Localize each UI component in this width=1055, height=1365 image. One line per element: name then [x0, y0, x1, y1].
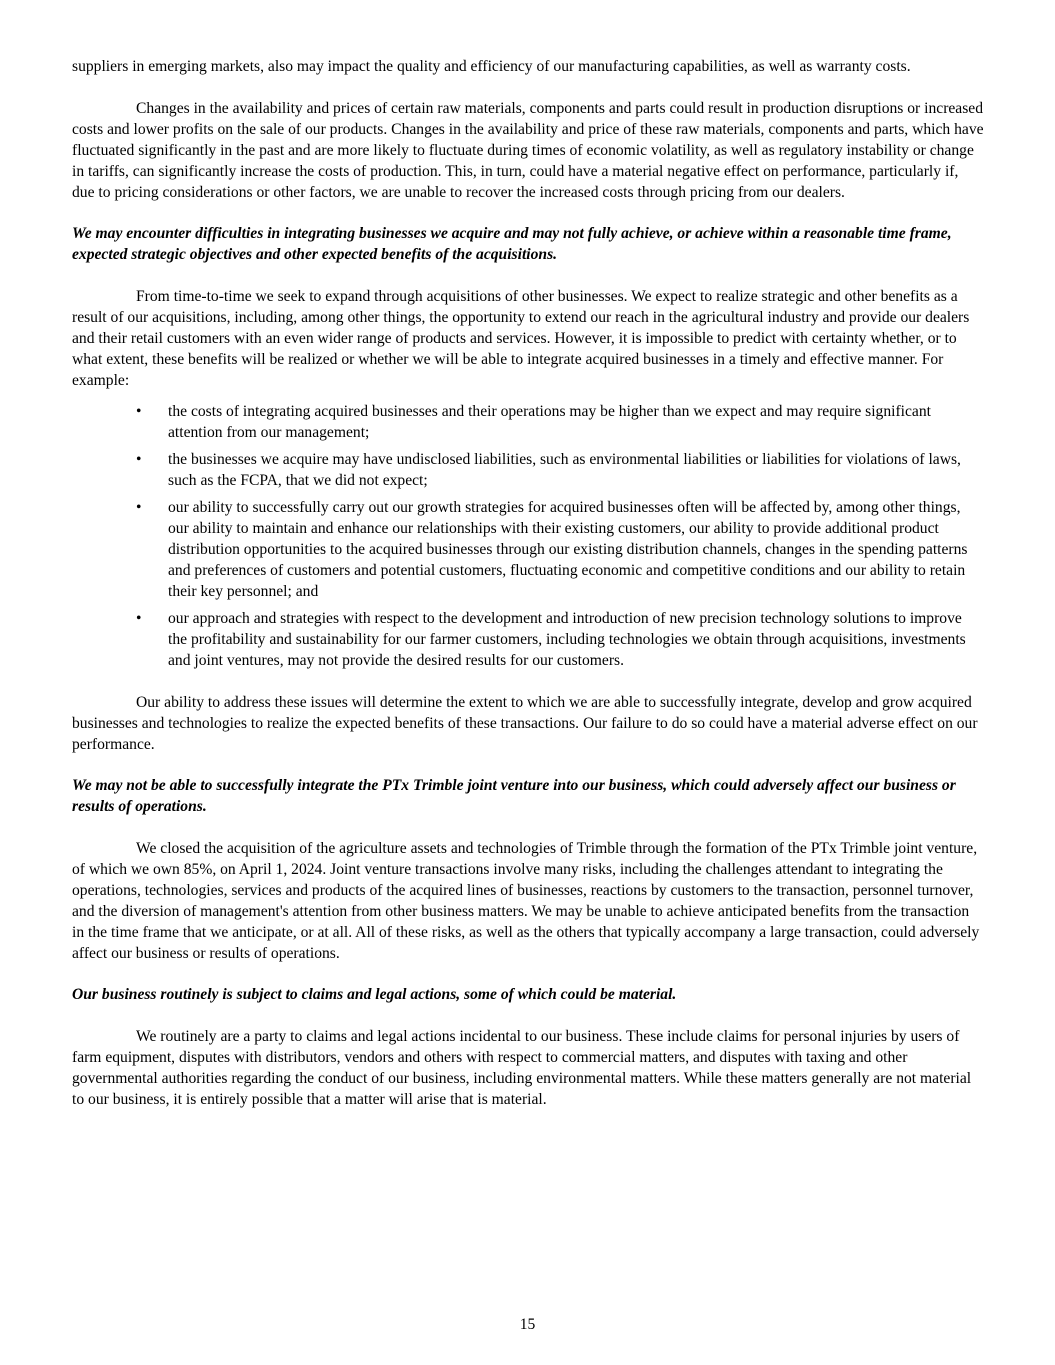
list-item: [72, 608, 984, 671]
paragraph-raw-materials: Changes in the availability and prices of certain raw materials, components and parts could result in production disruptions or increased costs and lower profits on the sale of our products. Changes in the availability and price of these raw materials, components and parts, which have fluctuated significantly in the past and are more likely to fluctuate during times of economic volatility, as well as regulatory instability or change in tariffs, can significantly increase the costs of production. This, in turn, could have a material negative effect on performance, particularly if, due to pricing considerations or other factors, we are unable to recover the increased costs through pricing from our dealers.: [72, 100, 984, 201]
list-item: [72, 401, 984, 443]
list-item-text: our ability to successfully carry out our growth strategies for acquired businesses often will be affected by, among other things, our ability to maintain and enhance our relationships with their existing customers, our ability to provide additional product distribution opportunities to the acquired businesses through our existing distribution channels, changes in the spending patterns and preferences of customers and potential customers, fluctuating economic and competitive conditions and our ability to retain their key personnel; and: [168, 499, 968, 600]
list-item-text: the businesses we acquire may have undisclosed liabilities, such as environmental liabilities or liabilities for violations of laws, such as the FCPA, that we did not expect;: [168, 451, 961, 489]
bullet-marker: •: [136, 499, 142, 516]
list-item-text: our approach and strategies with respect to the development and introduction of new precision technology solutions to improve the profitability and sustainability for our farmer customers, including technologies we obtain through acquisitions, investments and joint ventures, may not provide the desired results for our customers.: [168, 610, 966, 669]
bullet-marker: •: [136, 451, 142, 468]
list-item: [72, 449, 984, 491]
page-number: 15: [519, 1316, 536, 1333]
heading-acquisitions-risk: We may encounter difficulties in integrating businesses we acquire and may not fully achieve, or achieve within a reasonable time frame, expected strategic objectives and other expected benefits of the acquisitions.: [72, 225, 952, 263]
bullet-marker: •: [136, 403, 142, 420]
paragraph-legal-actions: We routinely are a party to claims and legal actions incidental to our business. These include claims for personal injuries by users of farm equipment, disputes with distributors, vendors and others with respect to commercial matters, and disputes with taxing and other governmental authorities regarding the conduct of our business, including environmental matters. While these matters generally are not material to our business, it is entirely possible that a matter will arise that is material.: [72, 1028, 972, 1108]
heading-legal-actions-risk: Our business routinely is subject to claims and legal actions, some of which could be material.: [72, 986, 677, 1003]
paragraph-acquisitions: From time-to-time we seek to expand through acquisitions of other businesses. We expect to realize strategic and other benefits as a result of our acquisitions, including, among other things, the opportunity to extend our reach in the agricultural industry and provide our dealers and their retail customers with an even wider range of products and services. However, it is impossible to predict with certainty whether, or to what extent, these benefits will be realized or whether we will be able to integrate acquired businesses in a timely and effective manner. For example:: [72, 288, 970, 389]
document-page: [72, 56, 984, 1110]
paragraph-continuation: suppliers in emerging markets, also may impact the quality and efficiency of our manufacturing capabilities, as well as warranty costs.: [72, 58, 911, 75]
heading-ptx-trimble-risk: We may not be able to successfully integrate the PTx Trimble joint venture into our business, which could adversely affect our business or results of operations.: [72, 777, 956, 815]
list-item-text: the costs of integrating acquired businesses and their operations may be higher than we expect and may require significant attention from our management;: [168, 403, 931, 441]
acquisition-risk-list: [72, 401, 984, 671]
list-item: [72, 497, 984, 602]
paragraph-ptx-trimble: We closed the acquisition of the agriculture assets and technologies of Trimble through the formation of the PTx Trimble joint venture, of which we own 85%, on April 1, 2024. Joint venture transactions involve many risks, including the challenges attendant to integrating the operations, technologies, services and products of the acquired lines of businesses, reactions by customers to the transaction, personnel turnover, and the diversion of management's attention from other business matters. We may be unable to achieve anticipated benefits from the transaction in the time frame that we anticipate, or at all. All of these risks, as well as the others that typically accompany a large transaction, could adversely affect our business or results of operations.: [72, 840, 980, 962]
bullet-marker: •: [136, 610, 142, 627]
paragraph-address-issues: Our ability to address these issues will determine the extent to which we are able to successfully integrate, develop and grow acquired businesses and technologies to realize the expected benefits of these transactions. Our failure to do so could have a material adverse effect on our performance.: [72, 694, 978, 753]
